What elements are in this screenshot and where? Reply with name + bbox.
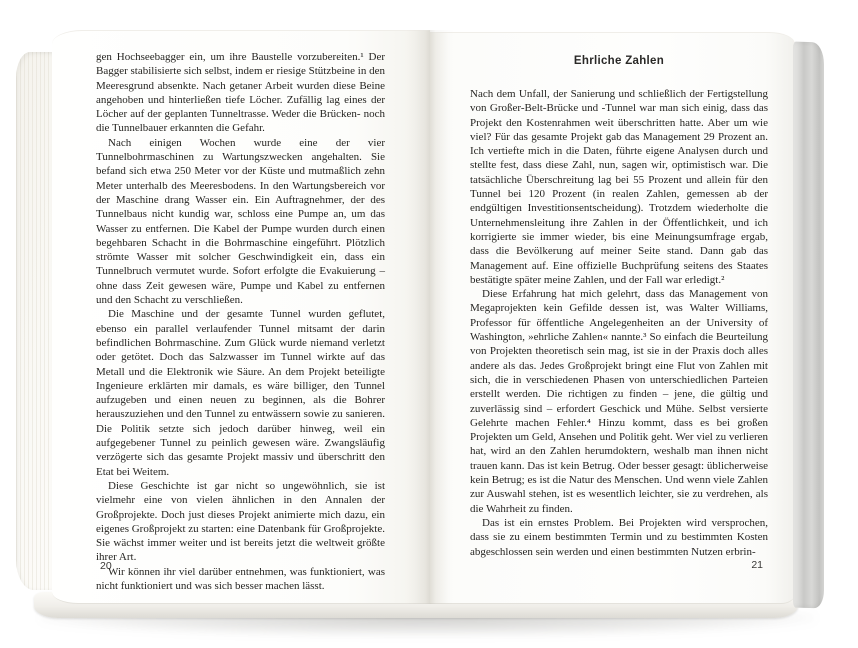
right-page-text-column: [470, 87, 768, 559]
left-page-text-column: [96, 50, 385, 593]
left-page: [52, 30, 430, 604]
body-paragraph: Nach einigen Wochen wurde eine der vier Tunnelbohrmaschinen zu Wartungszwecken angehalten. Sie befand sich etwa 250 Meter vor der Küste und mutmaßlich zehn Meter unterhalb des Meeresbodens. In den Wartungsbereich vor der Maschine drang Wasser ein. Ein Auftragnehmer, der des Tunnelbaus nicht kundig war, schloss eine Pumpe an, um das Wasser zu entfernen. Die Kabel der Pumpe wurden durch einen begehbaren Schacht in die Bohrmaschine eingeführt. Plötzlich strömte Wasser mit solcher Geschwindigkeit ein, dass ein Tunnelbruch vermutet wurde. Sofort erfolgte die Evakuierung – ohne dass Zeit gewesen wäre, Pumpe und Kabel zu entfernen und den Schacht zu verschließen.: [96, 136, 385, 307]
body-paragraph: Das ist ein ernstes Problem. Bei Projekten wird versprochen, dass sie zu einem bestimmten Termin und zu bestimmten Kosten abgeschlossen sein werden und einen bestimmten Nutzen erbrin-: [470, 516, 768, 558]
right-page: [430, 32, 795, 604]
right-page-number: 21: [751, 559, 763, 571]
body-paragraph: Nach dem Unfall, der Sanierung und schließlich der Fertigstellung von Großer-Belt-Brücke und -Tunnel war man sich einig, dass das Projekt den Kostenrahmen weit überschritten hatte. Aber um wie viel? Für das gesamte Projekt gab das Management 29 Prozent an. Ich vertiefte mich in die Daten, führte eigene Analysen durch und stellte fest, dass diese Zahl, nun, sagen wir, optimistisch war. Die tatsächliche Überschreitung lag bei 55 Prozent und allein für den Tunnel bei 120 Prozent (in realen Zahlen, gemessen ab der endgültigen Investitionsentscheidung). Trotzdem wiederholte die Unternehmensleitung ihre Zahlen in der Öffentlichkeit, und ich korrigierte sie immer wieder, bis eine Meinungsumfrage ergab, dass die Bevölkerung auf meiner Seite stand. Dann gab das Management auf. Eine offizielle Buchprüfung seitens des Staates bestätigte später meine Zahlen, und der Fall war erledigt.²: [470, 88, 768, 286]
body-paragraph: Diese Erfahrung hat mich gelehrt, dass das Management von Megaprojekten kein Gefilde dessen ist, was Walter Williams, Professor für öffentliche Angelegenheiten an der University of Washington, »ehrliche Zahlen« nannte.³ So einfach die Beurteilung von Projekten theoretisch sein mag, ist sie in der Praxis doch alles andere als das. Jedes Großprojekt bringt eine Flut von Zahlen mit sich, die in verschiedenen Phasen von unterschiedlichen Parteien erstellt werden. Die richtigen zu finden – jene, die gültig und zuverlässig sind – erfordert Geschick und Mühe. Selbst versierte Gelehrte machen Fehler.⁴ Hinzu kommt, dass es bei großen Projekten um Geld, Ansehen und Politik geht. Wer viel zu verlieren hat, wird an den Zahlen herumdoktern, weshalb man ihnen nicht trauen kann. Das ist kein Betrug. Oder besser gesagt: üblicherweise kein Betrug; es ist die Natur des Menschen. Und wenn viele Zahlen zur Auswahl stehen, ist es wesentlich leichter, sie zu verdrehen, als die Wahrheit zu finden.: [470, 288, 768, 515]
right-page-block-edge: [793, 42, 824, 609]
body-paragraph: gen Hochseebagger ein, um ihre Baustelle vorzubereiten.¹ Der Bagger stabilisierte sich selbst, indem er riesige Stützbeine in den Meeresgrund absenkte. Nach getaner Arbeit wurden diese Beine angehoben und hinterließen tiefe Löcher. Zufällig lag eines der Löcher auf der geplanten Tunneltrasse. Weder die Brücken- noch die Tunnelbauer erkannten die Gefahr.: [96, 51, 385, 135]
left-page-number: 20: [100, 560, 112, 572]
running-header: Ehrliche Zahlen: [573, 55, 665, 67]
body-paragraph: Wir können ihr viel darüber entnehmen, was funktioniert, was nicht funktioniert und was sich besser machen lässt.: [96, 565, 385, 592]
body-paragraph: Diese Geschichte ist gar nicht so ungewöhnlich, sie ist vielmehr eine von vielen ähnlichen in den Annalen der Großprojekte. Doch just dieses Projekt animierte mich dazu, ein eigenes Großprojekt zu starten: eine Datenbank für Großprojekte. Sie wächst immer weiter und ist bereits jetzt die weltweit größte ihrer Art.: [96, 479, 385, 564]
body-paragraph: Die Maschine und der gesamte Tunnel wurden geflutet, ebenso ein parallel verlaufender Tunnel mitsamt der darin befindlichen Bohrmaschine. Zum Glück wurde niemand verletzt oder getötet. Doch das Salzwasser im Tunnel wirkte auf das Metall und die Elektronik wie Säure. An dem Projekt beteiligte Ingenieure erklärten mir damals, es wäre billiger, den Tunnel aufzugeben und einen neuen zu beginnen, als die Bohrer herauszuziehen und den Tunnel zu entwässern sowie zu sanieren. Die Politik setzte sich jedoch darüber hinweg, weil ein aufgegebener Tunnel zu peinlich gewesen wäre. Zwangsläufig verzögerte sich das gesamte Projekt massiv und überschritt den Etat bei Weitem.: [96, 308, 385, 478]
left-page-stack-edge: [16, 52, 56, 590]
